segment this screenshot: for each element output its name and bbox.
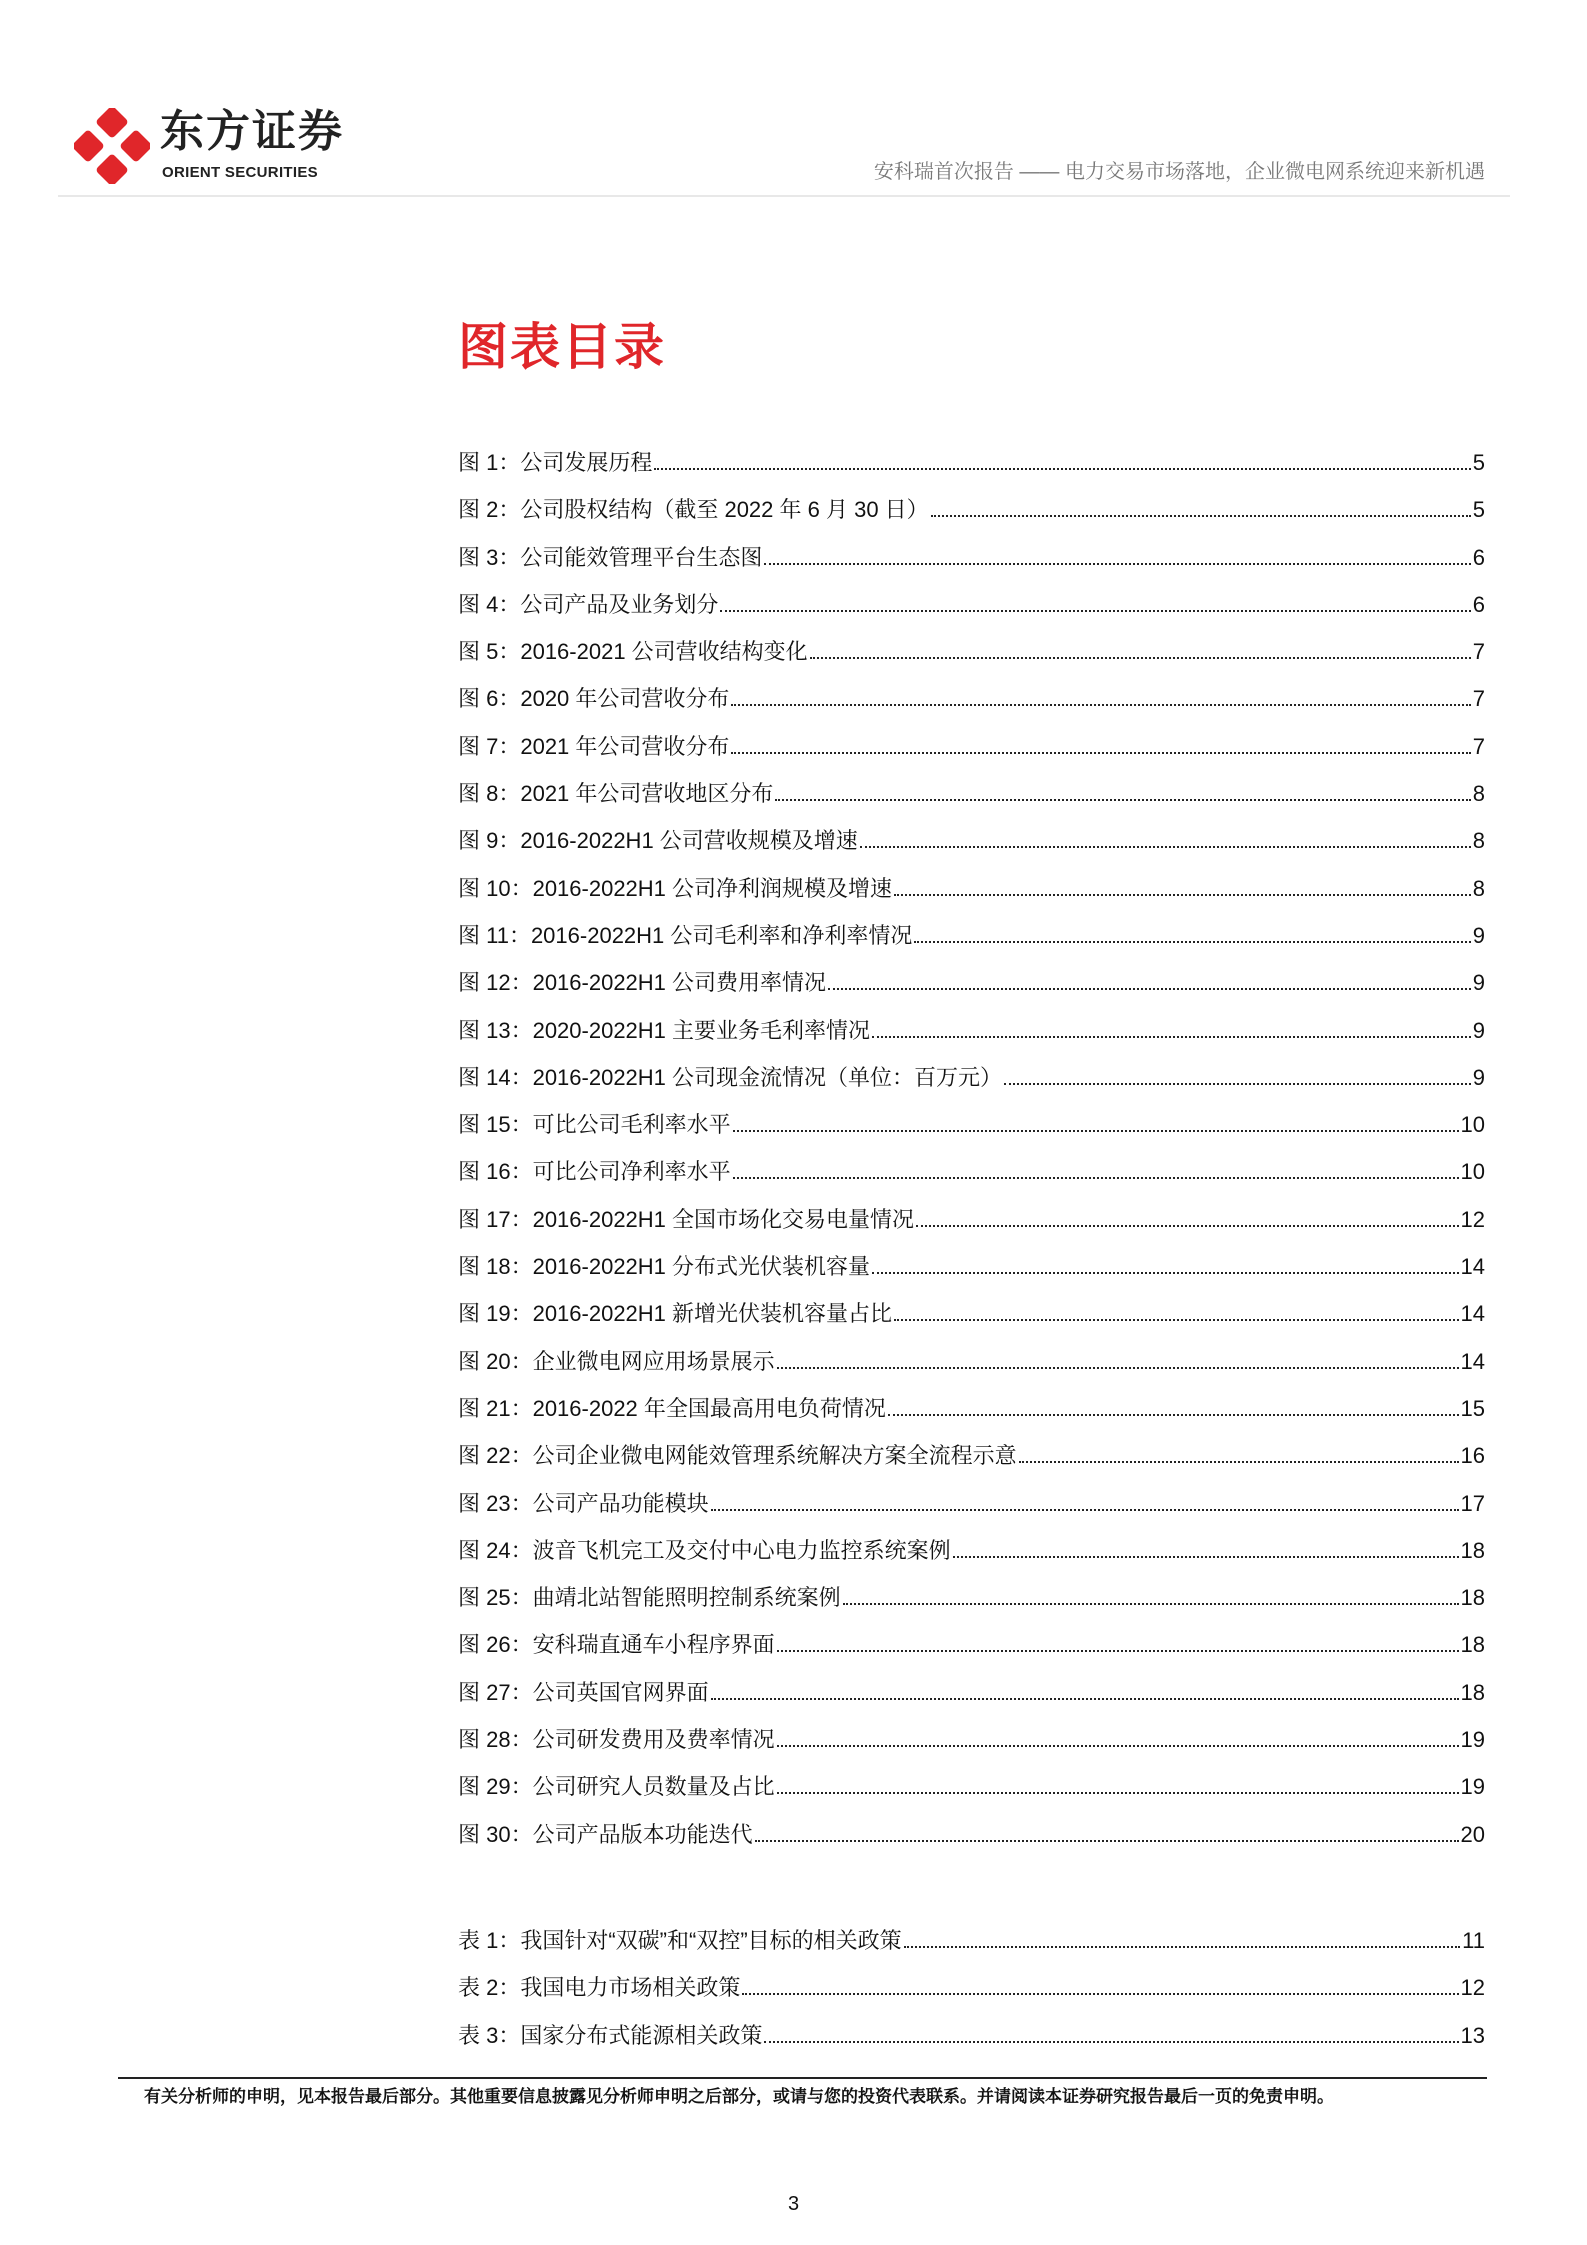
report-subtitle: 安科瑞首次报告 —— 电力交易市场落地，企业微电网系统迎来新机遇 bbox=[873, 161, 1485, 183]
dot-leader bbox=[731, 704, 1470, 706]
toc-entry-page: 18 bbox=[1460, 1585, 1485, 1611]
toc-entry-page: 12 bbox=[1460, 1975, 1485, 2001]
toc-entry[interactable] bbox=[458, 495, 1485, 542]
dot-leader bbox=[711, 1509, 1459, 1511]
dot-leader bbox=[872, 1272, 1458, 1274]
toc-entry-label: 图 15：可比公司毛利率水平 bbox=[458, 1112, 731, 1138]
dot-leader bbox=[916, 1225, 1458, 1227]
dot-leader bbox=[810, 657, 1471, 659]
toc-entry-page: 12 bbox=[1460, 1206, 1485, 1232]
page-title: 图表目录 bbox=[458, 319, 666, 375]
toc-entry-label: 图 10：2016-2022H1 公司净利润规模及增速 bbox=[458, 875, 893, 901]
toc-entry-page: 17 bbox=[1460, 1490, 1485, 1516]
disclaimer: 有关分析师的申明，见本报告最后部分。其他重要信息披露见分析师申明之后部分，或请与您的投资代表联系。并请阅读本证券研究报告最后一页的免责申明。 bbox=[144, 2087, 1334, 2106]
toc-entry-label: 图 11：2016-2022H1 公司毛利率和净利率情况 bbox=[458, 922, 913, 948]
toc-entry[interactable] bbox=[458, 1973, 1485, 2020]
dot-leader bbox=[731, 752, 1470, 754]
dot-leader bbox=[953, 1556, 1459, 1558]
toc-entry[interactable] bbox=[458, 1630, 1485, 1677]
toc-entry-page: 7 bbox=[1472, 733, 1485, 759]
toc-entry-label: 图 6：2020 年公司营收分布 bbox=[458, 686, 730, 712]
toc-entry-label: 图 23：公司产品功能模块 bbox=[458, 1490, 709, 1516]
toc-entry-page: 20 bbox=[1460, 1821, 1485, 1847]
dot-leader bbox=[894, 894, 1471, 896]
toc-entry-page: 5 bbox=[1472, 450, 1485, 475]
dot-leader bbox=[733, 1177, 1459, 1179]
toc-entry[interactable] bbox=[458, 448, 1485, 495]
toc-entry[interactable] bbox=[458, 1441, 1485, 1488]
dot-leader bbox=[755, 1840, 1459, 1842]
dot-leader bbox=[904, 1946, 1461, 1948]
toc-entry-label: 图 5：2016-2021 公司营收结构变化 bbox=[458, 639, 808, 665]
toc-entry[interactable] bbox=[458, 1926, 1485, 1973]
dot-leader bbox=[775, 799, 1470, 801]
toc-entry[interactable] bbox=[458, 1725, 1485, 1772]
toc-entry-page: 14 bbox=[1460, 1348, 1485, 1374]
toc-entry-page: 15 bbox=[1460, 1395, 1485, 1421]
toc-entry-label: 图 26：安科瑞直通车小程序界面 bbox=[458, 1632, 775, 1658]
dot-leader bbox=[764, 563, 1470, 565]
dot-leader bbox=[777, 1367, 1459, 1369]
orient-securities-logo-icon bbox=[74, 108, 150, 184]
header-divider bbox=[58, 195, 1510, 197]
toc-entry[interactable] bbox=[458, 1063, 1485, 1110]
dot-leader bbox=[764, 2041, 1458, 2043]
toc-entry-page: 16 bbox=[1460, 1443, 1485, 1469]
dot-leader bbox=[872, 1036, 1471, 1038]
toc-entry-page: 6 bbox=[1472, 544, 1485, 570]
toc-entry-page: 7 bbox=[1472, 639, 1485, 665]
toc-entry-label: 图 24：波音飞机完工及交付中心电力监控系统案例 bbox=[458, 1537, 951, 1563]
toc-entry[interactable] bbox=[458, 2021, 1485, 2068]
toc-entry-label: 图 29：公司研究人员数量及占比 bbox=[458, 1774, 775, 1800]
toc-entry-page: 14 bbox=[1460, 1254, 1485, 1280]
dot-leader bbox=[1019, 1461, 1459, 1463]
dot-leader bbox=[843, 1603, 1459, 1605]
toc-entry[interactable] bbox=[458, 968, 1485, 1015]
toc-entry[interactable] bbox=[458, 1157, 1485, 1204]
toc-entry-page: 9 bbox=[1472, 922, 1485, 948]
toc-entry-page: 6 bbox=[1472, 591, 1485, 617]
toc-entry-label: 图 4：公司产品及业务划分 bbox=[458, 591, 719, 617]
toc-entry-page: 18 bbox=[1460, 1679, 1485, 1705]
footer-divider bbox=[118, 2077, 1487, 2079]
toc-entry-label: 图 28：公司研发费用及费率情况 bbox=[458, 1727, 775, 1753]
toc-entry-page: 8 bbox=[1472, 875, 1485, 901]
dot-leader bbox=[720, 610, 1470, 612]
toc-entry[interactable] bbox=[458, 732, 1485, 779]
dot-leader bbox=[894, 1319, 1458, 1321]
toc-entry-label: 图 9：2016-2022H1 公司营收规模及增速 bbox=[458, 828, 858, 854]
toc-entry-label: 图 19：2016-2022H1 新增光伏装机容量占比 bbox=[458, 1301, 893, 1327]
toc-entry[interactable] bbox=[458, 826, 1485, 873]
toc-entry-page: 19 bbox=[1460, 1774, 1485, 1800]
toc-entry-label: 图 27：公司英国官网界面 bbox=[458, 1679, 709, 1705]
brand-name-en: ORIENT SECURITIES bbox=[162, 164, 318, 181]
figure-list bbox=[458, 448, 1485, 1867]
toc-entry-label: 图 8：2021 年公司营收地区分布 bbox=[458, 781, 774, 807]
toc-entry-label: 图 17：2016-2022H1 全国市场化交易电量情况 bbox=[458, 1206, 915, 1232]
dot-leader bbox=[828, 988, 1471, 990]
page-number: 3 bbox=[787, 2193, 800, 2215]
toc-entry[interactable] bbox=[458, 921, 1485, 968]
toc-entry-label: 图 13：2020-2022H1 主要业务毛利率情况 bbox=[458, 1017, 871, 1043]
dot-leader bbox=[711, 1698, 1459, 1700]
toc-entry-label: 图 18：2016-2022H1 分布式光伏装机容量 bbox=[458, 1254, 871, 1280]
toc-entry-page: 18 bbox=[1460, 1537, 1485, 1563]
toc-entry-page: 13 bbox=[1460, 2022, 1485, 2048]
table-list bbox=[458, 1926, 1485, 2068]
toc-entry-label: 图 25：曲靖北站智能照明控制系统案例 bbox=[458, 1585, 841, 1611]
toc-entry[interactable] bbox=[458, 1394, 1485, 1441]
dot-leader bbox=[1004, 1083, 1471, 1085]
toc-entry[interactable] bbox=[458, 779, 1485, 826]
toc-entry[interactable] bbox=[458, 590, 1485, 637]
toc-entry-label: 图 1：公司发展历程 bbox=[458, 450, 653, 475]
toc-entry[interactable] bbox=[458, 1678, 1485, 1725]
toc-entry-label: 图 7：2021 年公司营收分布 bbox=[458, 733, 730, 759]
dot-leader bbox=[888, 1414, 1459, 1416]
toc-entry-page: 10 bbox=[1460, 1112, 1485, 1138]
toc-entry[interactable] bbox=[458, 543, 1485, 590]
toc-entry-page: 19 bbox=[1460, 1727, 1485, 1753]
toc-entry-page: 9 bbox=[1472, 1017, 1485, 1043]
toc-entry-page: 8 bbox=[1472, 781, 1485, 807]
toc-entry-page: 9 bbox=[1472, 970, 1485, 996]
toc-entry[interactable] bbox=[458, 1347, 1485, 1394]
dot-leader bbox=[860, 846, 1471, 848]
toc-entry[interactable] bbox=[458, 1299, 1485, 1346]
toc-entry[interactable] bbox=[458, 1110, 1485, 1157]
toc-entry[interactable] bbox=[458, 1252, 1485, 1299]
toc-entry-label: 图 30：公司产品版本功能迭代 bbox=[458, 1821, 753, 1847]
toc-entry-label: 图 21：2016-2022 年全国最高用电负荷情况 bbox=[458, 1395, 886, 1421]
toc-entry-page: 11 bbox=[1462, 1928, 1485, 1953]
toc-entry-label: 图 2：公司股权结构（截至 2022 年 6 月 30 日） bbox=[458, 497, 929, 523]
toc-entry-page: 5 bbox=[1472, 497, 1485, 523]
dot-leader bbox=[654, 468, 1470, 470]
dot-leader bbox=[777, 1650, 1459, 1652]
toc-entry[interactable] bbox=[458, 637, 1485, 684]
toc-entry[interactable] bbox=[458, 1536, 1485, 1583]
toc-entry-label: 图 22：公司企业微电网能效管理系统解决方案全流程示意 bbox=[458, 1443, 1017, 1469]
dot-leader bbox=[931, 515, 1471, 517]
dot-leader bbox=[777, 1745, 1459, 1747]
toc-entry-page: 18 bbox=[1460, 1632, 1485, 1658]
brand-name-cn: 东方证券 bbox=[160, 107, 344, 156]
toc-entry-page: 8 bbox=[1472, 828, 1485, 854]
toc-entry-label: 图 20：企业微电网应用场景展示 bbox=[458, 1348, 775, 1374]
toc-entry[interactable] bbox=[458, 874, 1485, 921]
toc-entry-label: 图 16：可比公司净利率水平 bbox=[458, 1159, 731, 1185]
toc-entry-page: 9 bbox=[1472, 1064, 1485, 1090]
toc-entry-label: 图 12：2016-2022H1 公司费用率情况 bbox=[458, 970, 827, 996]
toc-entry-label: 表 1：我国针对“双碳”和“双控”目标的相关政策 bbox=[458, 1928, 902, 1953]
toc-entry-label: 表 3：国家分布式能源相关政策 bbox=[458, 2022, 763, 2048]
toc-entry[interactable] bbox=[458, 1772, 1485, 1819]
toc-entry-page: 7 bbox=[1472, 686, 1485, 712]
toc-entry[interactable] bbox=[458, 1583, 1485, 1630]
toc-entry[interactable] bbox=[458, 684, 1485, 731]
toc-entry[interactable] bbox=[458, 1489, 1485, 1536]
toc-entry-page: 10 bbox=[1460, 1159, 1485, 1185]
toc-entry-label: 图 3：公司能效管理平台生态图 bbox=[458, 544, 763, 570]
toc-entry-page: 14 bbox=[1460, 1301, 1485, 1327]
toc-entry-label: 图 14：2016-2022H1 公司现金流情况（单位：百万元） bbox=[458, 1064, 1003, 1090]
dot-leader bbox=[733, 1130, 1459, 1132]
dot-leader bbox=[914, 941, 1470, 943]
dot-leader bbox=[742, 1993, 1458, 1995]
dot-leader bbox=[777, 1792, 1459, 1794]
toc-entry[interactable] bbox=[458, 1205, 1485, 1252]
toc-entry-label: 表 2：我国电力市场相关政策 bbox=[458, 1975, 741, 2001]
toc-entry[interactable] bbox=[458, 1820, 1485, 1867]
toc-entry[interactable] bbox=[458, 1016, 1485, 1063]
